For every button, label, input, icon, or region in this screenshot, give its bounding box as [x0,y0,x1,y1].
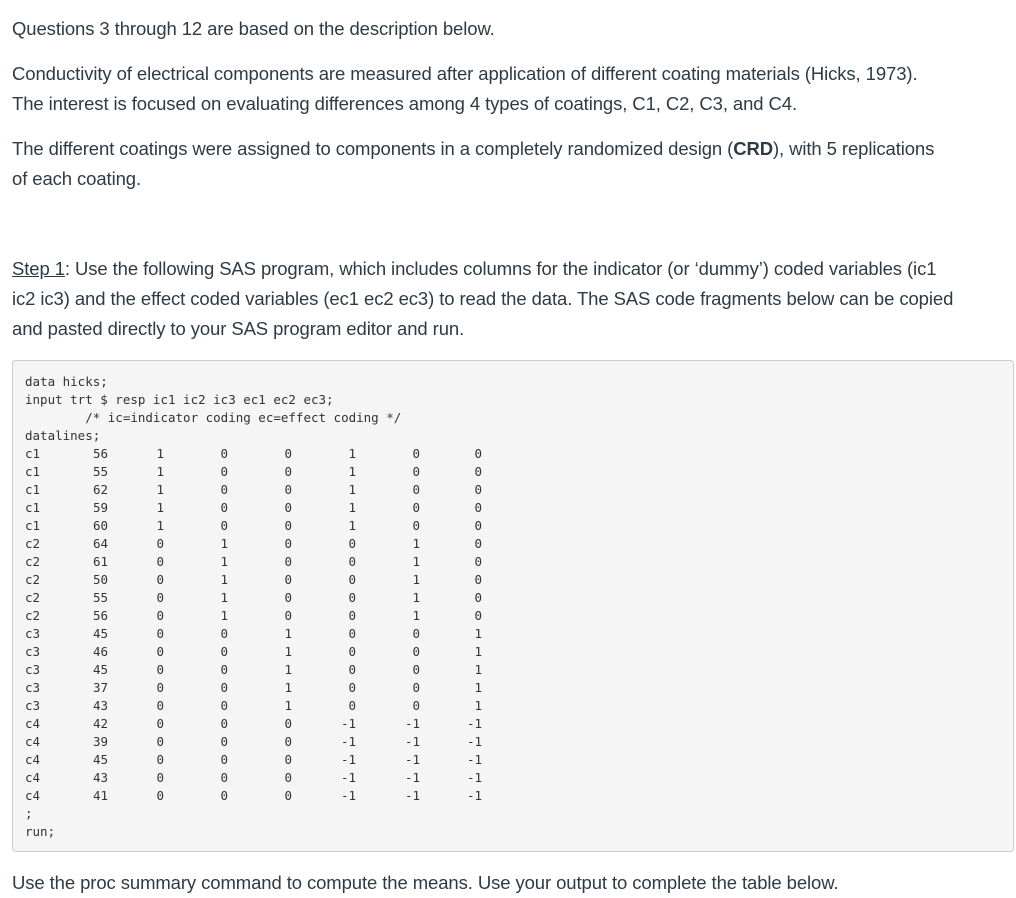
design-text-post: ), with 5 replications [772,138,935,159]
cell-ic3: 0 [284,482,292,497]
cell-resp: 64 [92,536,108,551]
cell-ic2: 0 [220,770,228,785]
cell-ic3: 0 [284,608,292,623]
cell-ic2: 0 [220,518,228,533]
cell-ec2: 0 [412,464,420,479]
code-line-datalines: datalines; [25,428,101,443]
cell-resp: 61 [92,554,108,569]
cell-resp: 45 [92,626,108,641]
cell-trt: c4 [25,716,41,731]
cell-ic2: 0 [220,464,228,479]
cell-ec3: 0 [474,590,482,605]
description-line-2: The interest is focused on evaluating differences among 4 types of coatings, C1, C2, C3, and C4. [12,93,797,114]
cell-resp: 45 [92,662,108,677]
cell-trt: c2 [25,590,41,605]
cell-ic1: 0 [156,536,164,551]
cell-trt: c2 [25,572,41,587]
cell-ec2: 1 [412,608,420,623]
cell-ic1: 0 [156,716,164,731]
cell-resp: 56 [92,608,108,623]
code-line-semicolon: ; [25,806,33,821]
cell-ec3: 1 [474,680,482,695]
cell-ic2: 0 [220,734,228,749]
cell-trt: c3 [25,698,41,713]
cell-ic1: 0 [156,734,164,749]
cell-ec1: 0 [348,662,356,677]
cell-ec2: -1 [404,752,420,767]
cell-ec1: -1 [340,770,356,785]
cell-trt: c4 [25,770,41,785]
intro-text: Questions 3 through 12 are based on the description below. [12,18,495,39]
cell-ec1: 0 [348,608,356,623]
cell-ic2: 0 [220,644,228,659]
cell-ic3: 1 [284,626,292,641]
cell-ec3: 0 [474,446,482,461]
cell-ic3: 0 [284,788,292,803]
sas-code-block[interactable] [12,360,1014,852]
cell-ic1: 0 [156,554,164,569]
cell-ic2: 0 [220,446,228,461]
cell-ic1: 1 [156,446,164,461]
cell-ic2: 0 [220,752,228,767]
cell-ic2: 1 [220,590,228,605]
cell-ic1: 0 [156,770,164,785]
cell-ic3: 0 [284,770,292,785]
cell-ec3: -1 [466,734,482,749]
cell-ec3: -1 [466,770,482,785]
cell-ic1: 0 [156,698,164,713]
cell-trt: c1 [25,446,41,461]
step1-text: : Use the following SAS program, which includes columns for the indicator (or ‘dummy’) coded variables (ic1 [64,258,937,279]
cell-ic3: 0 [284,716,292,731]
cell-ec3: 0 [474,482,482,497]
code-line-comment: /* ic=indicator coding ec=effect coding */ [25,410,402,425]
cell-trt: c1 [25,500,41,515]
design-line-1 [12,134,934,164]
cell-ec1: 0 [348,680,356,695]
cell-ic2: 0 [220,788,228,803]
cell-ec1: -1 [340,716,356,731]
cell-ec2: 0 [412,626,420,641]
cell-ec1: 0 [348,698,356,713]
cell-trt: c1 [25,464,41,479]
cell-resp: 59 [92,500,108,515]
cell-ec3: 1 [474,626,482,641]
cell-ic2: 0 [220,500,228,515]
cell-ic1: 0 [156,608,164,623]
cell-ic1: 1 [156,500,164,515]
cell-ic3: 0 [284,446,292,461]
cell-ec3: -1 [466,752,482,767]
cell-ic3: 0 [284,572,292,587]
cell-ec1: 1 [348,500,356,515]
cell-resp: 46 [92,644,108,659]
cell-ic3: 0 [284,464,292,479]
code-line-data: data hicks; [25,374,108,389]
cell-ic3: 0 [284,752,292,767]
cell-resp: 62 [92,482,108,497]
cell-ec2: 0 [412,662,420,677]
cell-ic1: 0 [156,626,164,641]
cell-ic3: 0 [284,500,292,515]
cell-ec3: 0 [474,518,482,533]
cell-ec1: 1 [348,446,356,461]
step1-line-1 [12,254,936,284]
cell-trt: c2 [25,554,41,569]
cell-ec3: 0 [474,464,482,479]
cell-ec3: 0 [474,500,482,515]
cell-trt: c2 [25,536,41,551]
cell-ec1: 0 [348,590,356,605]
cell-ic3: 0 [284,734,292,749]
cell-ec1: 1 [348,482,356,497]
cell-ec1: -1 [340,734,356,749]
code-line-run: run; [25,824,56,839]
cell-ec2: 0 [412,446,420,461]
cell-ec3: 1 [474,644,482,659]
cell-resp: 60 [92,518,108,533]
cell-ic2: 1 [220,554,228,569]
step1-line-3: and pasted directly to your SAS program editor and run. [12,318,465,339]
cell-resp: 41 [92,788,108,803]
cell-ic3: 0 [284,518,292,533]
cell-ic1: 0 [156,644,164,659]
cell-ec2: 0 [412,644,420,659]
cell-ic2: 1 [220,572,228,587]
cell-ic1: 0 [156,572,164,587]
cell-ec3: 0 [474,572,482,587]
cell-ic2: 0 [220,662,228,677]
design-line-2: of each coating. [12,168,142,189]
cell-ec2: -1 [404,788,420,803]
cell-trt: c3 [25,626,41,641]
cell-ec1: 0 [348,626,356,641]
cell-trt: c3 [25,662,41,677]
cell-ec2: 0 [412,680,420,695]
cell-ic1: 0 [156,680,164,695]
cell-ic3: 0 [284,590,292,605]
cell-ec1: 0 [348,644,356,659]
cell-ec2: 0 [412,518,420,533]
cell-ic3: 1 [284,698,292,713]
cell-ec2: -1 [404,716,420,731]
cell-resp: 43 [92,698,108,713]
cell-ec2: 0 [412,500,420,515]
cell-ec1: 0 [348,554,356,569]
cell-ec3: 0 [474,536,482,551]
cell-resp: 50 [92,572,108,587]
cell-ec2: -1 [404,734,420,749]
cell-resp: 43 [92,770,108,785]
cell-ic2: 1 [220,536,228,551]
cell-ic1: 1 [156,464,164,479]
cell-trt: c3 [25,680,41,695]
step1-label: Step 1 [12,258,65,279]
cell-ec1: -1 [340,752,356,767]
cell-trt: c4 [25,788,41,803]
cell-ec3: 1 [474,698,482,713]
cell-trt: c3 [25,644,41,659]
cell-trt: c1 [25,482,41,497]
cell-trt: c4 [25,734,41,749]
cell-resp: 55 [92,590,108,605]
cell-ec1: -1 [340,788,356,803]
cell-ec2: 0 [412,482,420,497]
cell-ic2: 0 [220,482,228,497]
cell-ec1: 1 [348,518,356,533]
cell-ec2: 1 [412,536,420,551]
cell-ec3: -1 [466,716,482,731]
description-line-1: Conductivity of electrical components are measured after application of different coating materials (Hicks, 1973). [12,63,918,84]
code-line-input: input trt $ resp ic1 ic2 ic3 ec1 ec2 ec3; [25,392,334,407]
cell-ec3: 0 [474,608,482,623]
cell-ic3: 0 [284,554,292,569]
cell-ec2: 1 [412,572,420,587]
cell-ec3: 0 [474,554,482,569]
cell-ec2: 1 [412,590,420,605]
cell-ec2: 1 [412,554,420,569]
cell-ic3: 0 [284,536,292,551]
design-text-pre: The different coatings were assigned to components in a completely randomized design ( [12,138,734,159]
cell-resp: 42 [92,716,108,731]
cell-ec1: 0 [348,536,356,551]
cell-ec2: -1 [404,770,420,785]
cell-ec1: 1 [348,464,356,479]
cell-resp: 56 [92,446,108,461]
cell-ic3: 1 [284,662,292,677]
cell-trt: c4 [25,752,41,767]
cell-trt: c2 [25,608,41,623]
cell-resp: 37 [92,680,108,695]
footer-text: Use the proc summary command to compute the means. Use your output to complete the table below. [12,872,839,893]
cell-ic1: 0 [156,590,164,605]
cell-ec3: 1 [474,662,482,677]
cell-ic2: 0 [220,626,228,641]
cell-ec1: 0 [348,572,356,587]
cell-ic2: 0 [220,698,228,713]
cell-resp: 45 [92,752,108,767]
cell-resp: 55 [92,464,108,479]
cell-ic1: 1 [156,518,164,533]
cell-ic1: 0 [156,662,164,677]
step1-line-2: ic2 ic3) and the effect coded variables (ec1 ec2 ec3) to read the data. The SAS code fragments below can be copied [12,288,954,309]
cell-ic1: 1 [156,482,164,497]
cell-ic1: 0 [156,788,164,803]
cell-resp: 39 [92,734,108,749]
cell-ic3: 1 [284,680,292,695]
crd-bold: CRD [733,138,773,159]
cell-ic2: 1 [220,608,228,623]
cell-ic2: 0 [220,716,228,731]
cell-trt: c1 [25,518,41,533]
cell-ic2: 0 [220,680,228,695]
cell-ic3: 1 [284,644,292,659]
cell-ec3: -1 [466,788,482,803]
cell-ic1: 0 [156,752,164,767]
cell-ec2: 0 [412,698,420,713]
